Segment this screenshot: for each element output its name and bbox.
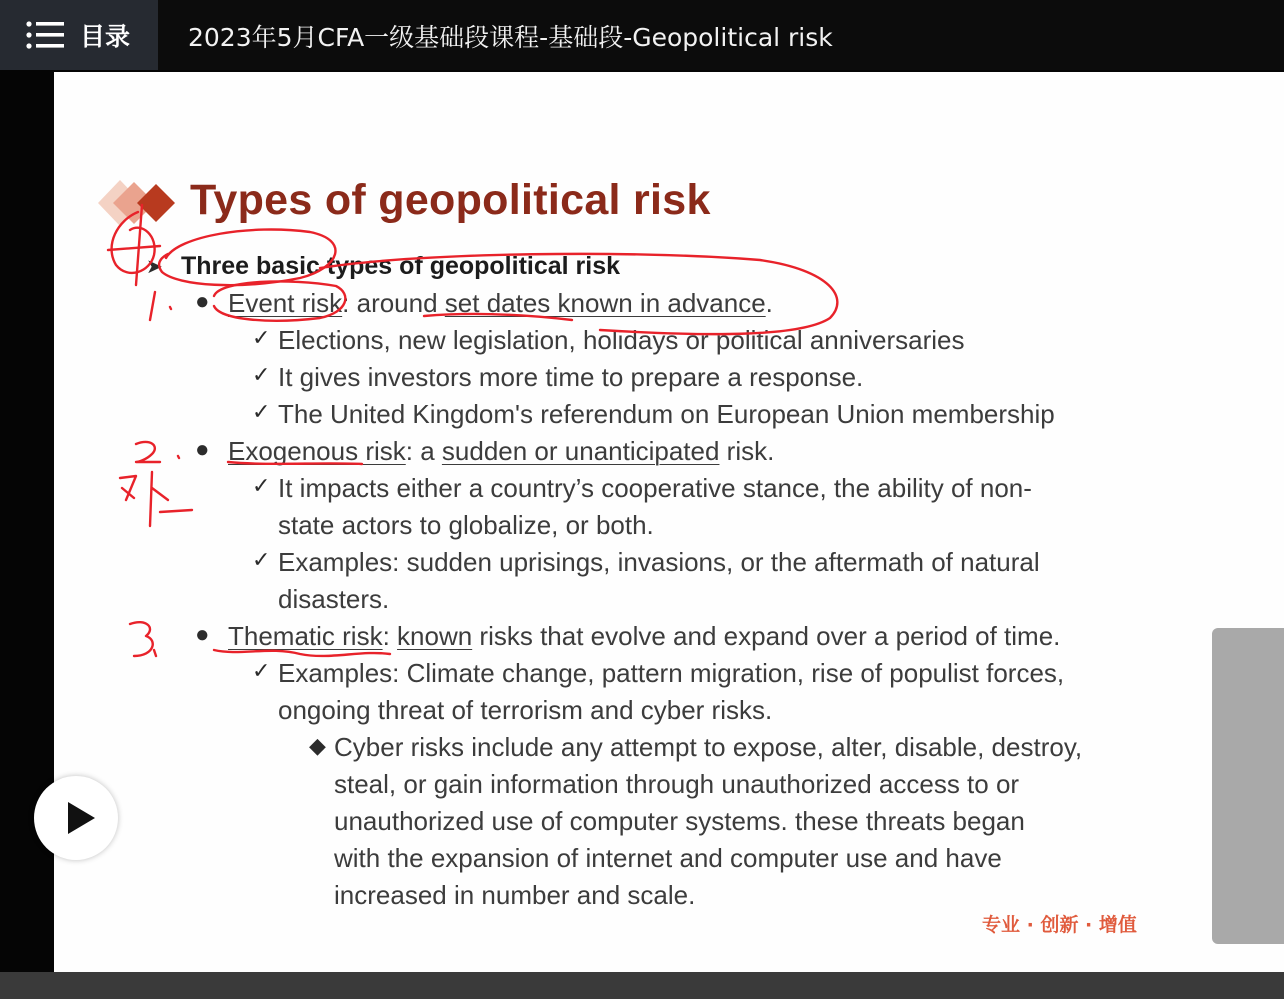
event-risk-line	[228, 288, 773, 318]
thematic-desc-a: :	[382, 621, 398, 651]
arrow-bullet-icon: ➤	[146, 256, 163, 278]
thematic-check-1-line-1: Examples: Climate change, pattern migration, rise of populist forces,	[278, 658, 1065, 688]
thematic-desc-b: known	[397, 621, 473, 651]
round-bullet-icon: ●	[195, 621, 210, 648]
event-check-2: It gives investors more time to prepare a response.	[278, 362, 864, 392]
video-title: 2023年5月CFA一级基础段课程-基础段-Geopolitical risk	[188, 23, 833, 52]
footer-slogan: 专业 · 创新 · 增值	[982, 914, 1137, 936]
event-risk-desc-b: set dates known in advance	[444, 288, 766, 318]
checkmark-icon: ✓	[252, 658, 271, 683]
event-risk-desc-a: : around	[342, 288, 445, 318]
cyber-line-3: unauthorized use of computer systems. these threats began	[334, 806, 1025, 836]
diamond-cluster-icon	[98, 178, 184, 228]
round-bullet-icon: ●	[195, 436, 210, 463]
play-icon	[68, 802, 95, 834]
hamburger-menu-icon	[26, 20, 64, 50]
top-bar	[0, 0, 1284, 70]
thematic-risk-term: Thematic risk	[228, 621, 383, 651]
checkmark-icon: ✓	[252, 473, 271, 498]
event-risk-desc-c: .	[765, 288, 773, 318]
table-of-contents-button[interactable]	[0, 0, 158, 70]
exogenous-desc-a: : a	[405, 436, 442, 466]
cyber-line-5: increased in number and scale.	[334, 880, 696, 910]
exogenous-check-2-line-1: Examples: sudden uprisings, invasions, or the aftermath of natural	[278, 547, 1040, 577]
section-heading: Three basic types of geopolitical risk	[181, 252, 621, 280]
thematic-check-1-line-2: ongoing threat of terrorism and cyber risks.	[278, 695, 773, 725]
exogenous-risk-term: Exogenous risk	[228, 436, 406, 466]
slide-title: Types of geopolitical risk	[190, 176, 711, 224]
exogenous-desc-c: risk.	[719, 436, 775, 466]
diamond-bullet-icon: ◆	[309, 733, 326, 758]
exogenous-check-1-line-1: It impacts either a country’s cooperative stance, the ability of non-	[278, 473, 1032, 503]
thematic-risk-line	[228, 621, 1060, 651]
event-risk-term: Event risk	[228, 288, 343, 318]
exogenous-risk-line	[228, 436, 774, 466]
event-check-1: Elections, new legislation, holidays or political anniversaries	[278, 325, 965, 355]
cyber-line-2: steal, or gain information through unauthorized access to or	[334, 769, 1020, 799]
play-button[interactable]	[34, 776, 118, 860]
presenter-thumbnail[interactable]	[1212, 628, 1284, 944]
checkmark-icon: ✓	[252, 399, 271, 424]
cyber-line-4: with the expansion of internet and computer use and have	[334, 843, 1002, 873]
toc-label: 目录	[80, 22, 131, 51]
exogenous-desc-b: sudden or unanticipated	[441, 436, 720, 466]
checkmark-icon: ✓	[252, 325, 271, 350]
exogenous-check-2-line-2: disasters.	[278, 584, 390, 614]
thematic-desc-c: risks that evolve and expand over a period of time.	[472, 621, 1061, 651]
round-bullet-icon: ●	[195, 288, 210, 315]
bottom-control-bar	[0, 972, 1284, 999]
checkmark-icon: ✓	[252, 362, 271, 387]
cyber-line-1: Cyber risks include any attempt to expose, alter, disable, destroy,	[334, 732, 1083, 762]
exogenous-check-1-line-2: state actors to globalize, or both.	[278, 510, 654, 540]
checkmark-icon: ✓	[252, 547, 271, 572]
event-check-3: The United Kingdom's referendum on European Union membership	[278, 399, 1055, 429]
